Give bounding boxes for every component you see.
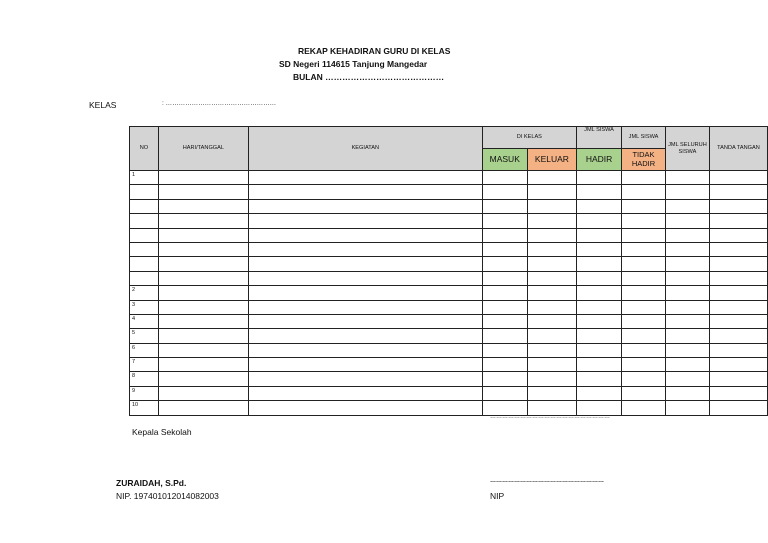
table-row <box>130 185 768 199</box>
table-cell <box>527 329 576 343</box>
table-cell <box>482 286 527 300</box>
table-cell <box>709 329 767 343</box>
table-cell <box>158 401 248 415</box>
table-cell <box>665 214 709 228</box>
table-cell <box>622 214 666 228</box>
table-cell <box>665 228 709 242</box>
table-cell <box>527 257 576 271</box>
table-row <box>130 271 768 285</box>
table-cell <box>248 242 482 256</box>
table-cell <box>665 343 709 357</box>
table-cell <box>482 372 527 386</box>
table-cell <box>158 185 248 199</box>
table-cell <box>527 214 576 228</box>
row-number: 1 <box>130 171 159 185</box>
table-cell <box>482 300 527 314</box>
table-cell <box>527 343 576 357</box>
header-masuk: MASUK <box>482 149 527 171</box>
table-cell <box>158 228 248 242</box>
table-cell <box>576 386 621 400</box>
table-cell <box>709 401 767 415</box>
row-number <box>130 228 159 242</box>
table-cell <box>622 171 666 185</box>
table-cell <box>622 199 666 213</box>
table-cell <box>482 171 527 185</box>
header-keluar: KELUAR <box>527 149 576 171</box>
table-row <box>130 314 768 328</box>
table-cell <box>622 372 666 386</box>
table-cell <box>527 372 576 386</box>
table-row <box>130 358 768 372</box>
table-cell <box>482 242 527 256</box>
document-title: REKAP KEHADIRAN GURU DI KELAS <box>298 46 451 56</box>
table-cell <box>576 257 621 271</box>
table-cell <box>482 386 527 400</box>
table-cell <box>248 372 482 386</box>
table-cell <box>527 286 576 300</box>
row-number: 4 <box>130 314 159 328</box>
table-cell <box>158 372 248 386</box>
table-cell <box>622 286 666 300</box>
table-cell <box>709 286 767 300</box>
table-cell <box>527 386 576 400</box>
row-number <box>130 185 159 199</box>
table-cell <box>709 228 767 242</box>
table-cell <box>576 185 621 199</box>
header-jml-siswa: JML SISWA <box>576 127 621 149</box>
table-cell <box>158 286 248 300</box>
table-cell <box>576 358 621 372</box>
table-cell <box>665 271 709 285</box>
table-cell <box>158 199 248 213</box>
table-cell <box>527 185 576 199</box>
header-hadir: HADIR <box>576 149 621 171</box>
table-cell <box>665 300 709 314</box>
row-number: 10 <box>130 401 159 415</box>
table-cell <box>709 314 767 328</box>
table-cell <box>158 300 248 314</box>
school-name: SD Negeri 114615 Tanjung Mangedar <box>279 59 428 69</box>
table-cell <box>622 257 666 271</box>
table-cell <box>622 185 666 199</box>
table-cell <box>709 242 767 256</box>
table-cell <box>665 372 709 386</box>
table-cell <box>482 199 527 213</box>
table-cell <box>482 343 527 357</box>
table-cell <box>248 257 482 271</box>
row-number: 5 <box>130 329 159 343</box>
table-cell <box>576 214 621 228</box>
table-cell <box>665 171 709 185</box>
table-cell <box>248 329 482 343</box>
table-cell <box>665 386 709 400</box>
table-cell <box>248 300 482 314</box>
table-cell <box>482 257 527 271</box>
header-hari-tanggal: HARI/TANGGAL <box>158 127 248 171</box>
table-cell <box>622 343 666 357</box>
header-tidak-hadir: TIDAK HADIR <box>622 149 666 171</box>
table-cell <box>248 271 482 285</box>
table-cell <box>248 286 482 300</box>
table-row <box>130 257 768 271</box>
table-cell <box>527 171 576 185</box>
table-cell <box>248 199 482 213</box>
table-row <box>130 386 768 400</box>
table-cell <box>482 271 527 285</box>
table-cell <box>482 401 527 415</box>
table-cell <box>709 199 767 213</box>
table-cell <box>709 343 767 357</box>
header-di-kelas: DI KELAS <box>482 127 576 149</box>
table-row <box>130 300 768 314</box>
table-row <box>130 199 768 213</box>
table-cell <box>158 386 248 400</box>
table-cell <box>576 343 621 357</box>
table-cell <box>158 242 248 256</box>
row-number: 8 <box>130 372 159 386</box>
table-cell <box>622 228 666 242</box>
table-cell <box>248 358 482 372</box>
table-row <box>130 343 768 357</box>
table-row <box>130 242 768 256</box>
table-cell <box>158 214 248 228</box>
kepala-sekolah-name: ZURAIDAH, S.Pd. <box>116 478 187 488</box>
kelas-value: : …………………………………………… <box>162 100 277 107</box>
header-tanda-tangan: TANDA TANGAN <box>709 127 767 171</box>
table-cell <box>158 314 248 328</box>
kepala-sekolah-label: Kepala Sekolah <box>132 427 192 437</box>
table-cell <box>576 314 621 328</box>
table-cell <box>482 329 527 343</box>
table-cell <box>248 171 482 185</box>
table-cell <box>527 271 576 285</box>
table-cell <box>576 228 621 242</box>
row-number: 7 <box>130 358 159 372</box>
table-cell <box>482 314 527 328</box>
table-cell <box>576 329 621 343</box>
table-row <box>130 329 768 343</box>
table-cell <box>665 185 709 199</box>
table-cell <box>709 171 767 185</box>
table-cell <box>482 228 527 242</box>
header-jml-seluruh-siswa: JML SELURUH SISWA <box>665 127 709 171</box>
row-number: 9 <box>130 386 159 400</box>
kepala-sekolah-nip: NIP. 197401012014082003 <box>116 491 219 501</box>
table-cell <box>527 401 576 415</box>
table-cell <box>158 358 248 372</box>
row-number <box>130 199 159 213</box>
table-cell <box>527 199 576 213</box>
guru-name-field: ………………………………………………… <box>490 478 604 484</box>
table-row <box>130 401 768 415</box>
table-cell <box>622 314 666 328</box>
row-number: 3 <box>130 300 159 314</box>
table-cell <box>665 358 709 372</box>
table-cell <box>622 329 666 343</box>
table-cell <box>665 199 709 213</box>
table-cell <box>527 242 576 256</box>
row-number <box>130 257 159 271</box>
table-cell <box>482 214 527 228</box>
attendance-table <box>129 126 768 416</box>
table-cell <box>576 286 621 300</box>
table-cell <box>576 271 621 285</box>
place-date-field: …………………………………………………… <box>490 414 610 420</box>
table-row <box>130 228 768 242</box>
table-cell <box>709 358 767 372</box>
table-cell <box>665 242 709 256</box>
table-cell <box>248 386 482 400</box>
table-cell <box>248 343 482 357</box>
table-cell <box>482 185 527 199</box>
row-number <box>130 214 159 228</box>
table-cell <box>576 401 621 415</box>
row-number: 2 <box>130 286 159 300</box>
table-cell <box>248 228 482 242</box>
table-cell <box>527 314 576 328</box>
table-row <box>130 214 768 228</box>
row-number <box>130 242 159 256</box>
table-cell <box>527 358 576 372</box>
table-cell <box>158 343 248 357</box>
table-cell <box>576 300 621 314</box>
table-cell <box>482 358 527 372</box>
header-kegiatan: KEGIATAN <box>248 127 482 171</box>
table-cell <box>527 300 576 314</box>
table-cell <box>709 214 767 228</box>
table-cell <box>665 401 709 415</box>
table-cell <box>665 286 709 300</box>
row-number: 6 <box>130 343 159 357</box>
table-cell <box>665 257 709 271</box>
table-cell <box>527 228 576 242</box>
table-cell <box>576 199 621 213</box>
guru-nip-label: NIP <box>490 491 505 501</box>
header-no: NO <box>130 127 159 171</box>
kelas-label: KELAS <box>89 100 117 110</box>
table-cell <box>248 214 482 228</box>
table-cell <box>158 329 248 343</box>
table-cell <box>709 257 767 271</box>
row-number <box>130 271 159 285</box>
table-cell <box>622 271 666 285</box>
table-cell <box>158 271 248 285</box>
table-row <box>130 171 768 185</box>
table-row <box>130 286 768 300</box>
table-cell <box>576 171 621 185</box>
table-cell <box>622 242 666 256</box>
table-cell <box>248 401 482 415</box>
table-cell <box>709 372 767 386</box>
table-row <box>130 372 768 386</box>
table-cell <box>622 386 666 400</box>
table-cell <box>665 314 709 328</box>
table-cell <box>622 358 666 372</box>
header-jml-siswa-2: JML SISWA <box>622 127 666 149</box>
table-cell <box>709 185 767 199</box>
table-cell <box>709 300 767 314</box>
table-cell <box>158 257 248 271</box>
table-cell <box>665 329 709 343</box>
table-cell <box>158 171 248 185</box>
table-cell <box>709 386 767 400</box>
table-cell <box>576 242 621 256</box>
month-field: BULAN …………………………………… <box>293 72 445 82</box>
table-cell <box>622 300 666 314</box>
table-cell <box>248 185 482 199</box>
table-cell <box>622 401 666 415</box>
table-cell <box>248 314 482 328</box>
table-cell <box>709 271 767 285</box>
table-cell <box>576 372 621 386</box>
